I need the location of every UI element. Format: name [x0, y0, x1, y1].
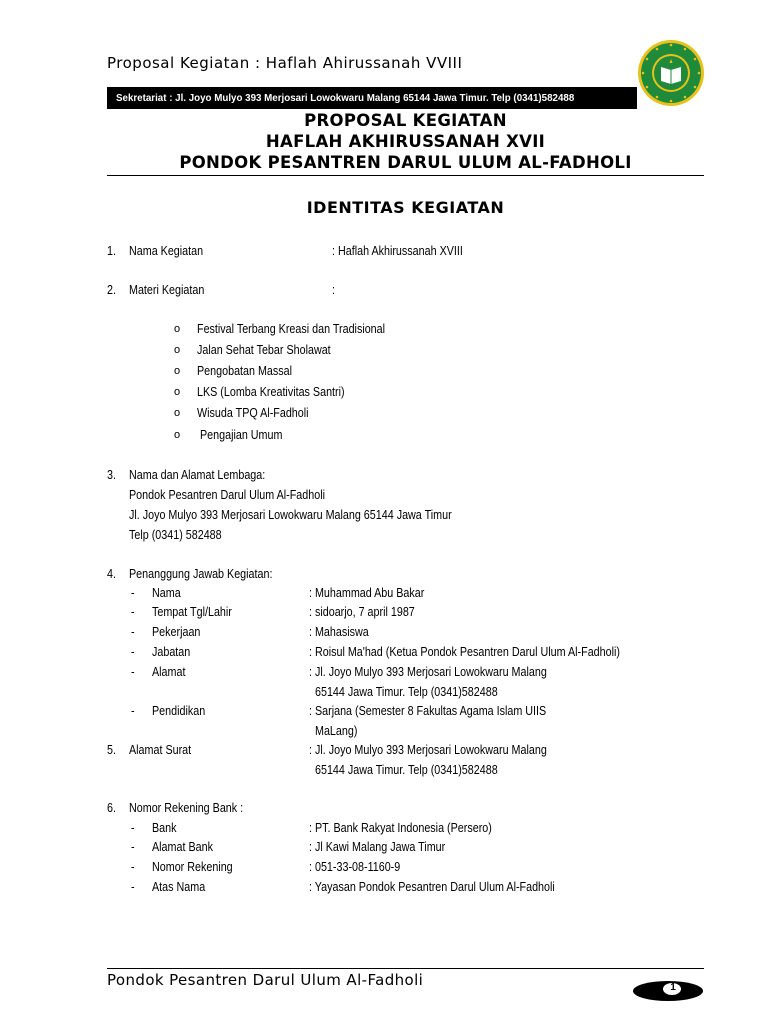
list-item: Pengajian Umum — [197, 428, 283, 442]
institution-name: Pondok Pesantren Darul Ulum Al-Fadholi — [129, 488, 325, 502]
item-number: 5. — [107, 743, 116, 757]
item-label: Alamat Surat — [129, 743, 192, 757]
doc-title-line-3: PONDOK PESANTREN DARUL ULUM AL-FADHOLI — [179, 153, 632, 172]
field-label: Tempat Tgl/Lahir — [152, 605, 232, 619]
field-value: : PT. Bank Rakyat Indonesia (Persero) — [309, 821, 492, 835]
title-divider — [107, 175, 704, 176]
dash-marker: - — [131, 880, 135, 894]
dash-marker: - — [131, 605, 135, 619]
item-value: : Haflah Akhirussanah XVIII — [332, 244, 463, 258]
bullet-marker: o — [174, 407, 181, 419]
field-value: : sidoarjo, 7 april 1987 — [309, 605, 415, 619]
item-label: Nama dan Alamat Lembaga: — [129, 468, 266, 482]
list-item: Festival Terbang Kreasi dan Tradisional — [197, 322, 386, 336]
field-label: Alamat Bank — [152, 840, 213, 854]
dash-marker: - — [131, 860, 135, 874]
item-number: 6. — [107, 801, 116, 815]
field-label: Pendidikan — [152, 704, 206, 718]
item-label: Penanggung Jawab Kegiatan: — [129, 567, 273, 581]
page-number: 1 — [670, 982, 676, 993]
dash-marker: - — [131, 821, 135, 835]
list-item: Jalan Sehat Tebar Sholawat — [197, 343, 331, 357]
doc-title-line-1: PROPOSAL KEGIATAN — [304, 111, 507, 130]
field-value: : Roisul Ma'had (Ketua Pondok Pesantren Darul Ulum Al-Fadholi) — [309, 645, 620, 659]
institution-logo-icon — [637, 39, 705, 107]
bullet-marker: o — [174, 386, 181, 398]
section-title: IDENTITAS KEGIATAN — [306, 198, 505, 217]
field-value: : Yayasan Pondok Pesantren Darul Ulum Al-Fadholi — [309, 880, 555, 894]
field-value-cont: 65144 Jawa Timur. Telp (0341)582488 — [315, 685, 498, 699]
dash-marker: - — [131, 704, 135, 718]
field-label: Atas Nama — [152, 880, 206, 894]
institution-address: Jl. Joyo Mulyo 393 Merjosari Lowokwaru Malang 65144 Jawa Timur — [129, 508, 452, 522]
field-label: Pekerjaan — [152, 625, 201, 639]
bullet-marker: o — [174, 323, 181, 335]
institution-phone: Telp (0341) 582488 — [129, 528, 222, 542]
item-label: Nomor Rekening Bank : — [129, 801, 244, 815]
item-value: : — [332, 283, 335, 297]
field-value: : Mahasiswa — [309, 625, 369, 639]
field-value: : 051-33-08-1160-9 — [309, 860, 401, 874]
dash-marker: - — [131, 625, 135, 639]
bullet-marker: o — [174, 429, 181, 441]
field-label: Nama — [152, 586, 181, 600]
field-label: Jabatan — [152, 645, 191, 659]
doc-title-line-2: HAFLAH AKHIRUSSANAH XVII — [265, 132, 546, 151]
field-value: : Sarjana (Semester 8 Fakultas Agama Islam UIIS — [309, 704, 547, 718]
field-value: : Jl Kawi Malang Jawa Timur — [309, 840, 446, 854]
item-number: 2. — [107, 283, 116, 297]
dash-marker: - — [131, 586, 135, 600]
footer-text: Pondok Pesantren Darul Ulum Al-Fadholi — [107, 971, 424, 989]
item-value-cont: 65144 Jawa Timur. Telp (0341)582488 — [315, 763, 498, 777]
field-label: Alamat — [152, 665, 186, 679]
list-item: Wisuda TPQ Al-Fadholi — [197, 406, 309, 420]
item-label: Materi Kegiatan — [129, 283, 205, 297]
field-value: : Jl. Joyo Mulyo 393 Merjosari Lowokwaru Malang — [309, 665, 547, 679]
list-item: LKS (Lomba Kreativitas Santri) — [197, 385, 345, 399]
item-number: 4. — [107, 567, 116, 581]
item-number: 3. — [107, 468, 116, 482]
field-value-cont: MaLang) — [315, 724, 358, 738]
bullet-marker: o — [174, 365, 181, 377]
item-value: : Jl. Joyo Mulyo 393 Merjosari Lowokwaru Malang — [309, 743, 547, 757]
footer-divider — [107, 968, 704, 969]
dash-marker: - — [131, 665, 135, 679]
item-number: 1. — [107, 244, 116, 258]
field-label: Nomor Rekening — [152, 860, 233, 874]
field-value: : Muhammad Abu Bakar — [309, 586, 425, 600]
list-item: Pengobatan Massal — [197, 364, 293, 378]
item-label: Nama Kegiatan — [129, 244, 204, 258]
dash-marker: - — [131, 840, 135, 854]
header-title: Proposal Kegiatan : Haflah Ahirussanah VVIII — [107, 54, 463, 72]
field-label: Bank — [152, 821, 177, 835]
secretariat-text: Sekretariat : Jl. Joyo Mulyo 393 Merjosari Lowokwaru Malang 65144 Jawa Timur. Telp (0341)582488 — [116, 92, 575, 104]
page-number-badge — [632, 980, 704, 1002]
bullet-marker: o — [174, 344, 181, 356]
dash-marker: - — [131, 645, 135, 659]
